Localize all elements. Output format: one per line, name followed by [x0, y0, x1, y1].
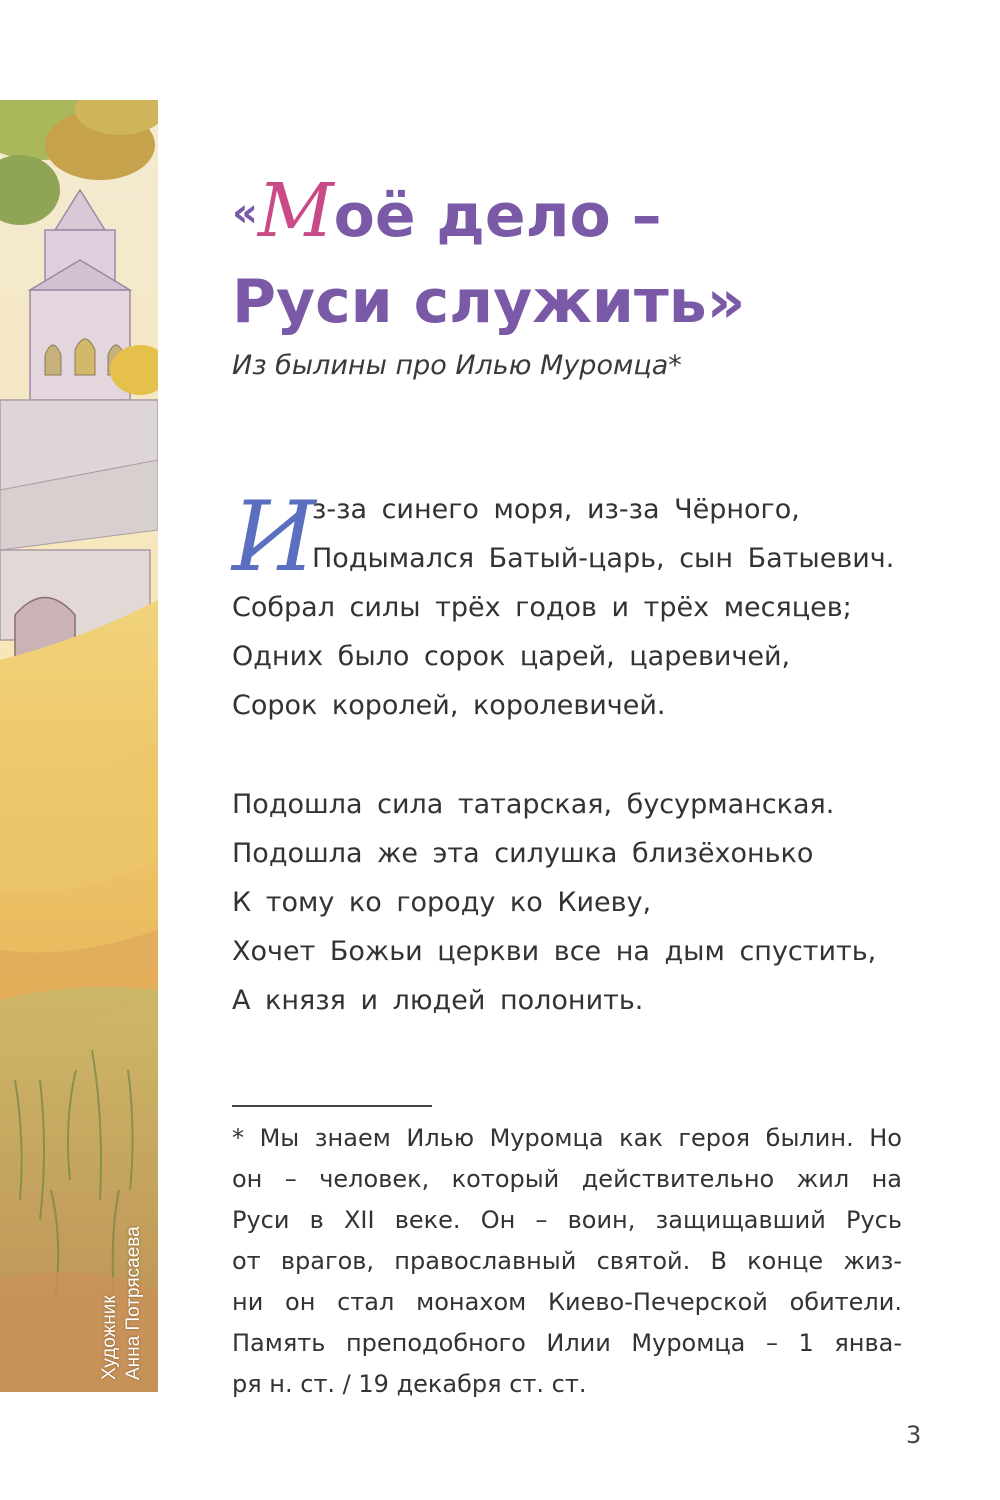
footnote-line: Память преподобного Илии Муромца – 1 янва- [232, 1329, 902, 1357]
poem-line: К тому ко городу ко Киеву, [232, 887, 652, 918]
footnote-line: ни он стал монахом Киево-Печерской обители. [232, 1288, 902, 1316]
title-line-1 [232, 168, 952, 259]
poem-line: з-за синего моря, из-за Чёрного, [312, 494, 800, 525]
footnote [232, 1118, 902, 1405]
footnote-line: ря н. ст. / 19 декабря ст. ст. [232, 1370, 587, 1398]
poem-line: Подошла же эта силушка близёхонько [232, 838, 814, 869]
poem-line: Сорок королей, королевичей. [232, 690, 666, 721]
side-illustration [0, 100, 158, 1392]
church-landscape-illustration [0, 100, 158, 1392]
title-line-2: Руси служить» [232, 267, 746, 337]
subtitle: Из былины про Илью Муромца* [232, 350, 682, 381]
footnote-line: он – человек, который действительно жил на [232, 1165, 902, 1193]
footnote-line: от врагов, православный святой. В конце жиз- [232, 1247, 902, 1275]
poem-line: Собрал силы трёх годов и трёх месяцев; [232, 592, 852, 623]
poem-line: Подошла сила татарская, бусурманская. [232, 789, 835, 820]
poem-line: Хочет Божьи церкви все на дым спустить, [232, 936, 877, 967]
footnote-line: Руси в XII веке. Он – воин, защищавший Русь [232, 1206, 902, 1234]
title-initial-letter: М [257, 168, 334, 254]
poem [232, 481, 932, 1025]
poem-line: Подымался Батый-царь, сын Батыевич. [312, 543, 895, 574]
footnote-line: * Мы знаем Илью Муромца как героя былин. Но [232, 1124, 902, 1152]
poem-line: Одних было сорок царей, царевичей, [232, 641, 791, 672]
title-quote-open: « [232, 190, 258, 236]
page-title [232, 168, 952, 345]
stanza-gap [232, 730, 932, 780]
artist-credit-label: Художник [99, 1295, 120, 1380]
poem-line: А князя и людей полонить. [232, 985, 644, 1016]
artist-credit-name: Анна Потрясаева [123, 1226, 144, 1380]
artist-credit [98, 1226, 146, 1380]
page-number: 3 [906, 1421, 922, 1449]
footnote-divider [232, 1105, 432, 1107]
title-line-1-text: оё дело – [333, 181, 662, 251]
drop-cap-letter: И [232, 481, 316, 593]
